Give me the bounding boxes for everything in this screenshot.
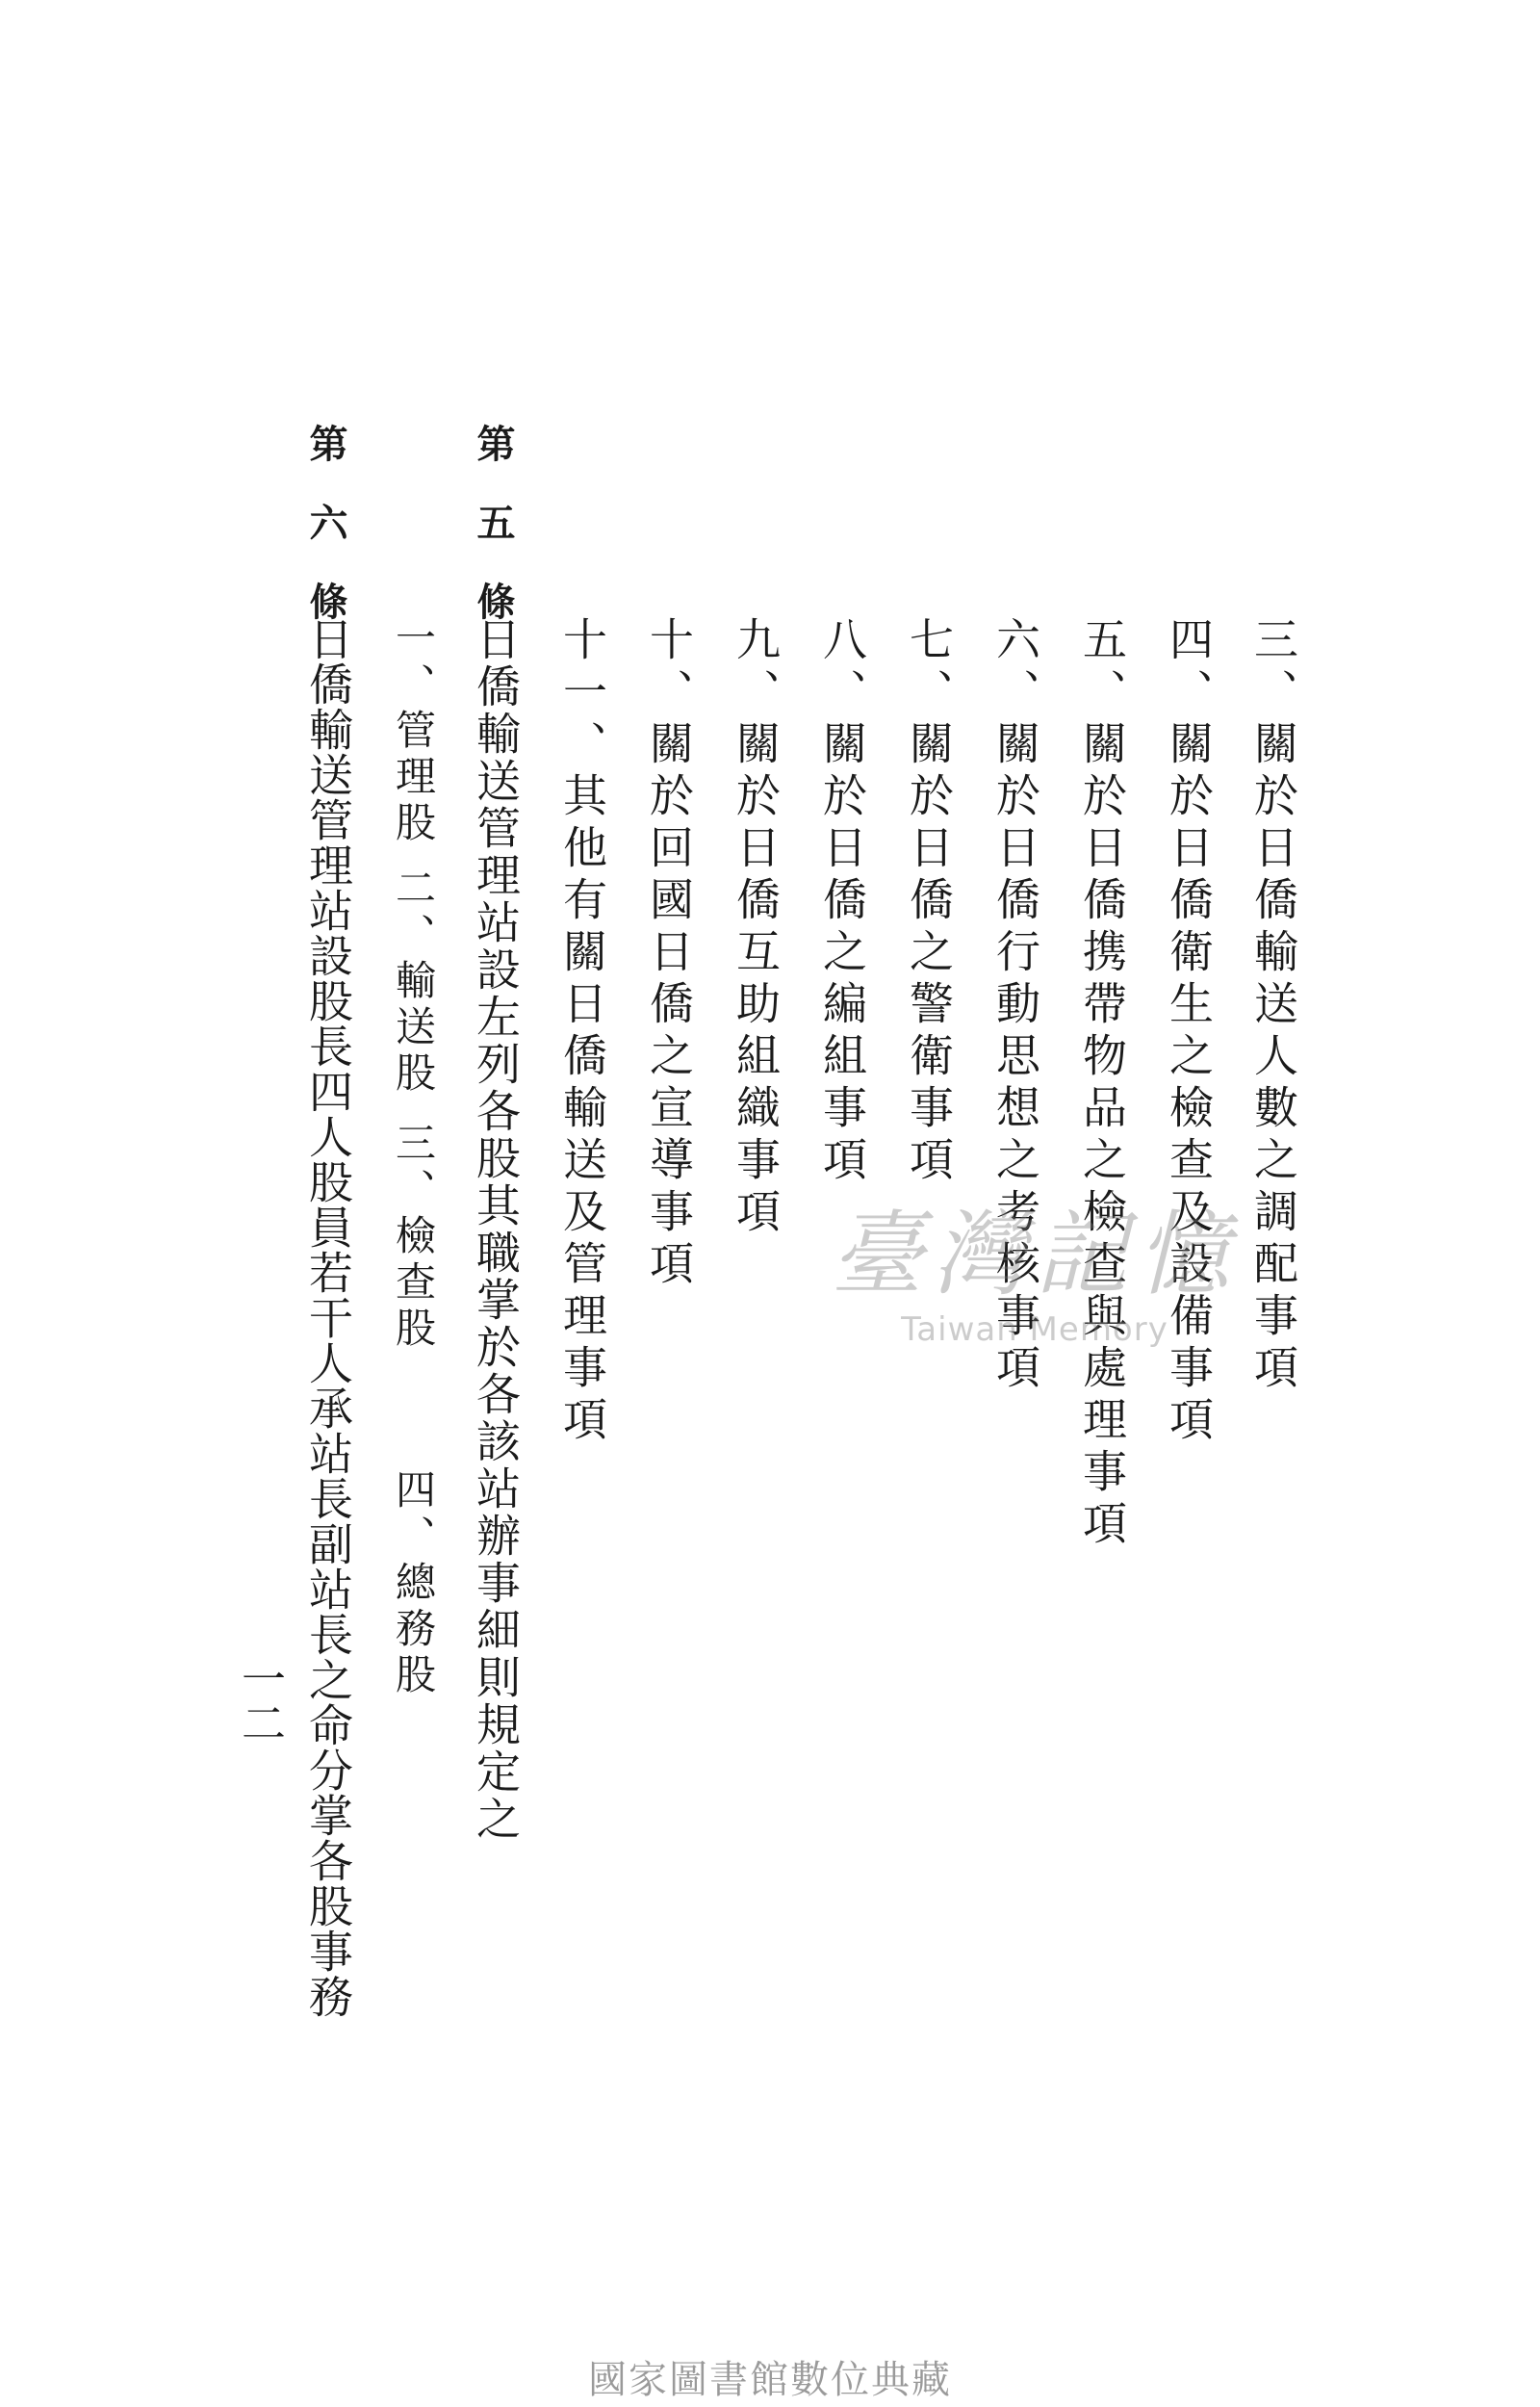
article-5-text: 日僑輸送管理站設左列各股其職掌於各該站辦事細則規定之	[470, 616, 522, 1843]
item-8: 八、關於日僑之編組事項	[816, 616, 868, 1188]
footer-credit: 國家圖書館數位典藏	[588, 2358, 952, 2402]
item-10: 十、關於回國日僑之宣導事項	[643, 616, 695, 1292]
section-management: 一、管理股	[390, 616, 437, 847]
item-9: 九、關於日僑互助組織事項	[730, 616, 782, 1240]
section-transport: 二、輸送股	[390, 867, 437, 1098]
item-6: 六、關於日僑行動思想之考核事項	[989, 616, 1041, 1396]
article-6-text: 日僑輸送管理站設股長四人股員若干人承站長副站長之命分掌各股事務	[302, 616, 354, 2019]
item-5: 五、關於日僑携帶物品之檢查與處理事項	[1076, 616, 1128, 1552]
section-inspection: 三、檢查股	[390, 1122, 437, 1353]
watermark-english: Taiwan Memory	[901, 1310, 1168, 1349]
section-general-affairs: 四、總務股	[390, 1468, 437, 1699]
page-number: 一二	[235, 1656, 287, 1745]
watermark-logo	[780, 1201, 1290, 1372]
item-3: 三、關於日僑輸送人數之調配事項	[1247, 616, 1299, 1396]
article-6-heading: 第六條	[303, 424, 348, 660]
item-11: 十一、其他有關日僑輸送及管理事項	[556, 616, 608, 1448]
item-7: 七、關於日僑之警衛事項	[903, 616, 955, 1188]
watermark-chinese: 臺灣記憶	[831, 1201, 1239, 1308]
article-5-heading: 第五條	[471, 424, 516, 660]
item-4: 四、關於日僑衛生之檢查及設備事項	[1163, 616, 1215, 1448]
